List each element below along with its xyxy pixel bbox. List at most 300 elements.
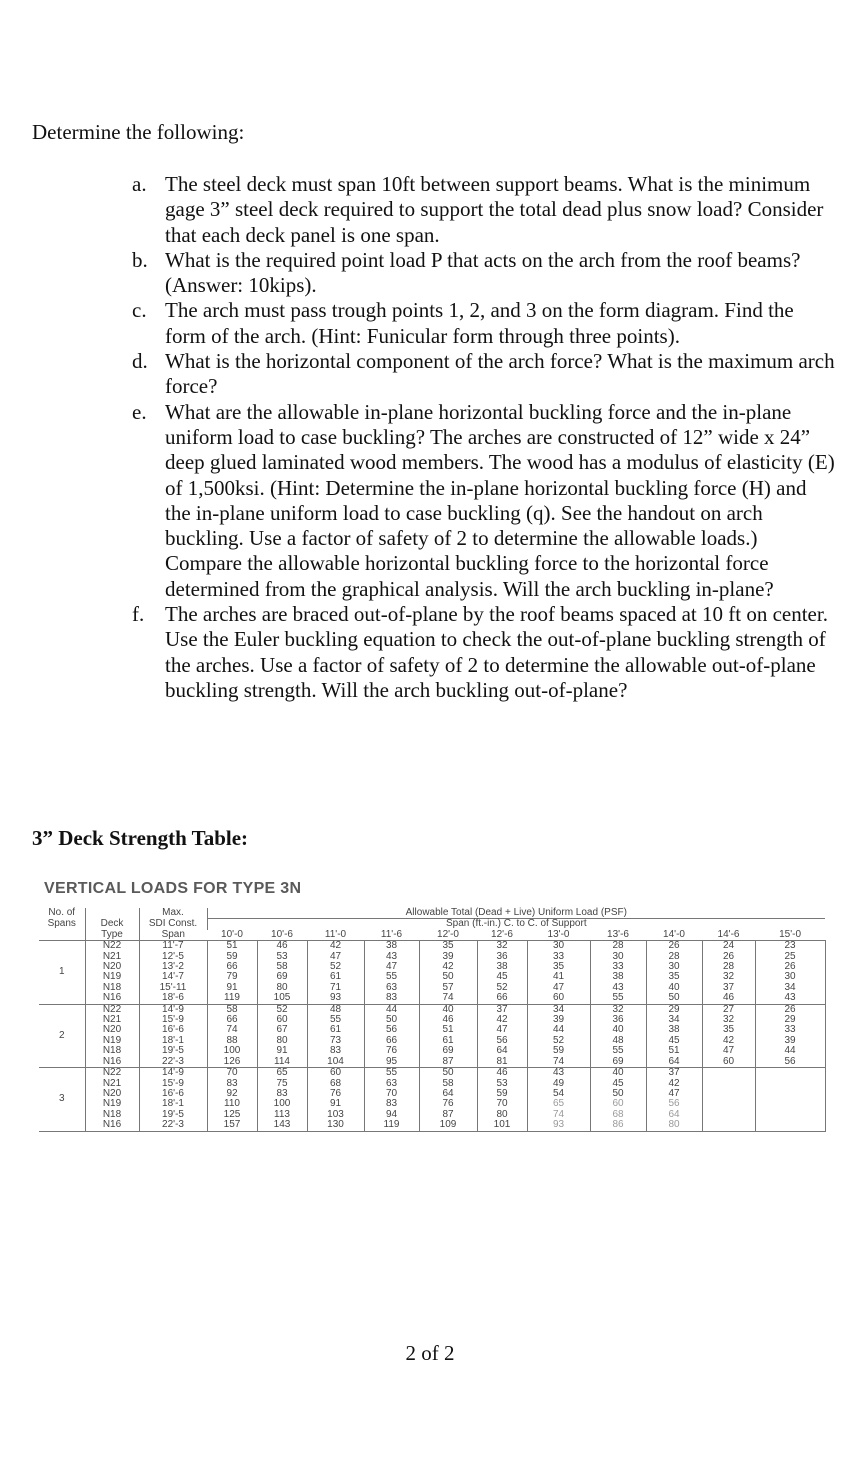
load-value: 110	[224, 1098, 240, 1110]
load-column-cell	[207, 1004, 257, 1067]
spans-count-cell	[39, 1068, 85, 1131]
load-column-cell	[307, 1068, 364, 1131]
load-column-cell	[646, 1004, 702, 1067]
load-value: 38	[496, 961, 508, 973]
load-value: 80	[276, 1034, 288, 1046]
load-value: 39	[442, 950, 454, 962]
load-value: 40	[668, 981, 680, 993]
spans-count: 2	[58, 1029, 65, 1041]
header-spans-line1: No. of	[48, 907, 76, 919]
load-value: 58	[442, 1077, 454, 1089]
load-value: 35	[442, 940, 454, 952]
load-column-cell	[419, 941, 477, 1004]
load-value: 38	[385, 940, 398, 952]
load-value: 101	[493, 1119, 511, 1131]
question-text: What is the horizontal component of the arch force? What is the maximum arch force?	[165, 349, 835, 399]
span-header: 13'-6	[590, 930, 646, 941]
load-value: 47	[385, 961, 398, 973]
load-column-cell	[755, 941, 825, 1004]
load-value: 26	[668, 940, 680, 952]
load-value: 64	[668, 1108, 680, 1120]
load-value: 75	[276, 1077, 288, 1089]
max-span-cell	[139, 1068, 207, 1131]
load-value: 100	[223, 1045, 241, 1057]
deck-type-cell	[85, 941, 139, 1004]
load-value: 56	[668, 1098, 680, 1110]
max-span-cell	[139, 1004, 207, 1067]
deck-type: N18	[102, 1108, 122, 1120]
load-value: 105	[273, 992, 291, 1004]
load-value: 48	[329, 1003, 342, 1015]
load-value	[756, 1120, 825, 1130]
deck-type: N22	[102, 940, 122, 952]
load-value: 60	[329, 1067, 342, 1079]
span-header: 13'-0	[527, 930, 590, 941]
load-value: 35	[552, 961, 565, 973]
load-value: 59	[496, 1087, 508, 1099]
load-value: 83	[329, 1045, 342, 1057]
load-value: 40	[612, 1067, 624, 1079]
load-value: 91	[329, 1098, 342, 1110]
load-value: 80	[276, 981, 288, 993]
page-number: 2 of 2	[405, 1341, 455, 1365]
span-header: 10'-0	[207, 930, 257, 941]
load-value: 37	[496, 1003, 508, 1015]
load-value: 59	[226, 950, 238, 962]
load-value: 130	[327, 1119, 344, 1131]
deck-strength-table	[39, 908, 825, 1132]
load-value: 35	[722, 1024, 735, 1036]
load-column-cell	[702, 1068, 755, 1131]
load-value: 34	[784, 981, 796, 993]
load-value: 43	[784, 992, 796, 1004]
question-list	[132, 172, 837, 703]
load-value: 42	[668, 1077, 680, 1089]
load-value: 32	[722, 971, 735, 983]
question-text: The arch must pass trough points 1, 2, and 3 on the form diagram. Find the form of the arch. (Hint: Funicular form through three points).	[165, 298, 794, 348]
max-span: 14'-9	[162, 1067, 184, 1079]
load-value: 42	[496, 1014, 508, 1026]
load-column-cell	[419, 1068, 477, 1131]
span-header: 14'-6	[702, 930, 755, 941]
load-value: 47	[668, 1087, 680, 1099]
load-value: 44	[784, 1045, 796, 1057]
load-value: 83	[385, 992, 398, 1004]
load-value: 100	[273, 1098, 291, 1110]
load-value: 26	[784, 1003, 796, 1015]
span-header: 11'-6	[364, 930, 419, 941]
max-span: 18'-1	[162, 1034, 184, 1046]
question-letter: a.	[132, 172, 147, 196]
load-column-cell	[207, 1068, 257, 1131]
load-value: 46	[442, 1014, 454, 1026]
load-value: 50	[612, 1087, 624, 1099]
load-value: 39	[552, 1014, 565, 1026]
question-item	[132, 248, 837, 299]
header-max-line3: Span	[139, 930, 207, 941]
intro-text: Determine the following:	[32, 120, 245, 144]
load-value: 50	[668, 992, 680, 1004]
load-value: 66	[496, 992, 508, 1004]
load-value: 45	[496, 971, 508, 983]
load-value: 91	[276, 1045, 288, 1057]
load-value: 68	[329, 1077, 342, 1089]
max-span: 18'-1	[162, 1098, 184, 1110]
load-value: 60	[552, 992, 565, 1004]
load-value: 54	[552, 1087, 565, 1099]
load-column-cell	[527, 941, 590, 1004]
load-column-cell	[590, 1068, 646, 1131]
load-value: 43	[385, 950, 398, 962]
load-value: 47	[722, 1045, 735, 1057]
question-letter: d.	[132, 349, 148, 374]
deck-type: N16	[102, 1055, 122, 1067]
load-value: 61	[329, 1024, 342, 1036]
load-value: 68	[612, 1108, 624, 1120]
load-value: 70	[226, 1067, 238, 1079]
load-value: 83	[226, 1077, 238, 1089]
load-value: 60	[612, 1098, 624, 1110]
load-column-cell	[477, 1004, 527, 1067]
load-value: 32	[496, 940, 508, 952]
max-span: 15'-11	[159, 981, 187, 993]
load-value: 109	[439, 1119, 457, 1131]
load-value: 66	[385, 1034, 398, 1046]
load-value: 73	[329, 1034, 342, 1046]
load-value: 61	[442, 1034, 454, 1046]
span-header: 14'-0	[646, 930, 702, 941]
load-value: 45	[612, 1077, 624, 1089]
header-type: Type	[85, 930, 139, 941]
load-value: 60	[276, 1014, 288, 1026]
load-value: 30	[552, 940, 565, 952]
load-value: 48	[612, 1034, 624, 1046]
load-value: 51	[442, 1024, 454, 1036]
load-value: 46	[722, 992, 735, 1004]
max-span: 12'-5	[162, 950, 184, 962]
load-value: 46	[276, 940, 288, 952]
question-letter: e.	[132, 399, 147, 424]
deck-type: N22	[102, 1003, 122, 1015]
load-value: 34	[552, 1003, 565, 1015]
load-value: 56	[784, 1055, 796, 1067]
load-column-cell	[527, 1068, 590, 1131]
load-value: 37	[722, 981, 735, 993]
load-value: 38	[612, 971, 624, 983]
load-value: 157	[223, 1119, 241, 1131]
load-value: 119	[383, 1119, 400, 1131]
load-value: 52	[276, 1003, 288, 1015]
load-value: 80	[668, 1119, 680, 1131]
load-value: 42	[722, 1034, 735, 1046]
load-column-cell	[646, 1068, 702, 1131]
question-item	[132, 349, 837, 400]
deck-type: N19	[102, 1098, 122, 1110]
load-column-cell	[364, 941, 419, 1004]
load-value: 79	[226, 971, 238, 983]
spans-count-cell	[39, 1004, 85, 1067]
load-value: 29	[668, 1003, 680, 1015]
load-value: 30	[784, 971, 796, 983]
load-value: 42	[442, 961, 454, 973]
load-value: 57	[442, 981, 454, 993]
max-span: 19'-5	[162, 1045, 184, 1057]
max-span: 14'-7	[162, 971, 184, 983]
load-value: 61	[329, 971, 342, 983]
load-value: 40	[612, 1024, 624, 1036]
load-value: 44	[385, 1003, 398, 1015]
load-value: 43	[552, 1067, 565, 1079]
deck-type: N20	[102, 1087, 122, 1099]
deck-type: N19	[102, 971, 122, 983]
load-value: 76	[442, 1098, 454, 1110]
load-value: 113	[274, 1108, 290, 1120]
load-value: 66	[226, 1014, 238, 1026]
max-span: 22'-3	[162, 1119, 184, 1131]
load-column-cell	[590, 1004, 646, 1067]
load-value	[703, 1068, 755, 1078]
load-value: 40	[442, 1003, 454, 1015]
load-column-cell	[307, 941, 364, 1004]
load-value	[756, 1068, 825, 1078]
load-value: 26	[784, 961, 796, 973]
header-max-line2: SDI Const.	[139, 919, 207, 930]
deck-type: N19	[102, 1034, 122, 1046]
deck-type-cell	[85, 1004, 139, 1067]
deck-type: N18	[102, 981, 122, 993]
load-value: 83	[385, 1098, 398, 1110]
load-value: 66	[226, 961, 238, 973]
load-value: 74	[226, 1024, 238, 1036]
load-column-cell	[755, 1004, 825, 1067]
question-text: What is the required point load P that acts on the arch from the roof beams? (Answer: 10kips).	[165, 247, 801, 298]
table-row	[39, 1068, 825, 1131]
load-value: 47	[496, 1024, 508, 1036]
table-title: VERTICAL LOADS FOR TYPE 3N	[44, 880, 302, 897]
load-value: 87	[442, 1055, 454, 1067]
load-value: 46	[496, 1067, 508, 1079]
load-value: 104	[327, 1055, 344, 1067]
header-max-line1: Max.	[139, 908, 207, 919]
question-item	[132, 400, 837, 602]
deck-type: N21	[102, 1077, 122, 1089]
span-header: 10'-6	[257, 930, 307, 941]
load-value: 39	[784, 1034, 796, 1046]
load-value: 87	[442, 1108, 454, 1120]
header-deck: Deck	[85, 919, 139, 930]
load-value: 26	[722, 950, 735, 962]
load-value: 56	[496, 1034, 508, 1046]
deck-type: N16	[102, 992, 122, 1004]
load-value: 24	[722, 940, 735, 952]
max-span: 15'-9	[162, 1014, 184, 1026]
load-column-cell	[257, 941, 307, 1004]
load-value: 36	[612, 1014, 624, 1026]
load-value: 56	[385, 1024, 398, 1036]
spans-count: 3	[58, 1093, 65, 1105]
deck-type: N20	[102, 961, 122, 973]
load-value: 64	[442, 1087, 454, 1099]
load-value: 30	[668, 961, 680, 973]
load-value: 53	[496, 1077, 508, 1089]
load-value: 23	[784, 940, 796, 952]
load-column-cell	[207, 941, 257, 1004]
deck-type: N16	[102, 1119, 122, 1131]
question-item	[132, 298, 837, 349]
load-value: 76	[385, 1045, 398, 1057]
question-item	[132, 172, 837, 248]
table-row	[39, 1004, 825, 1067]
load-value: 69	[612, 1055, 624, 1067]
load-value: 36	[496, 950, 508, 962]
load-column-cell	[590, 941, 646, 1004]
load-value: 52	[552, 1034, 565, 1046]
question-letter: f.	[132, 602, 145, 627]
max-span: 13'-2	[162, 961, 184, 973]
load-value: 29	[784, 1014, 796, 1026]
load-value: 94	[385, 1108, 398, 1120]
load-value: 52	[496, 981, 508, 993]
load-column-cell	[257, 1004, 307, 1067]
deck-type: N20	[102, 1024, 122, 1036]
load-value: 55	[612, 1045, 624, 1057]
deck-type: N22	[102, 1067, 122, 1079]
question-item	[132, 602, 837, 703]
load-value: 76	[329, 1087, 342, 1099]
load-value: 64	[496, 1045, 508, 1057]
span-header: 12'-0	[419, 930, 477, 941]
load-value: 70	[496, 1098, 508, 1110]
load-value: 125	[223, 1108, 241, 1120]
load-value: 43	[612, 981, 624, 993]
deck-type: N18	[102, 1045, 122, 1057]
load-value: 58	[226, 1003, 238, 1015]
load-value: 80	[496, 1108, 508, 1120]
load-value: 55	[612, 992, 624, 1004]
load-value: 93	[552, 1119, 565, 1131]
load-value: 95	[385, 1055, 398, 1067]
load-value: 92	[226, 1087, 238, 1099]
load-value: 42	[329, 940, 342, 952]
spans-count-cell	[39, 941, 85, 1004]
load-value: 60	[722, 1055, 735, 1067]
load-column-cell	[364, 1004, 419, 1067]
load-value: 32	[612, 1003, 624, 1015]
load-value: 83	[276, 1087, 288, 1099]
question-text: The arches are braced out-of-plane by the roof beams spaced at 10 ft on center. Use the Euler buckling equation to check the out-of-plane buckling strength of the arches. Use a factor of safety of 2 to determine the allowable out-of-plane buckling strength. Will the arch buckling out-of-plane?	[165, 602, 828, 702]
load-value: 28	[668, 950, 680, 962]
load-value: 51	[226, 940, 238, 952]
load-value: 53	[276, 950, 288, 962]
question-letter: b.	[132, 247, 148, 272]
load-value: 33	[552, 950, 565, 962]
load-value: 65	[552, 1098, 565, 1110]
load-value: 32	[722, 1014, 735, 1026]
load-value: 33	[784, 1024, 796, 1036]
load-value: 50	[442, 971, 454, 983]
load-value: 34	[668, 1014, 680, 1026]
max-span: 16'-6	[162, 1087, 184, 1099]
load-value: 114	[274, 1055, 290, 1067]
load-value: 49	[552, 1077, 565, 1089]
load-value: 28	[612, 940, 624, 952]
max-span: 19'-5	[162, 1108, 184, 1120]
header-span-sub: Span (ft.-in.) C. to C. of Support	[207, 919, 825, 930]
load-column-cell	[646, 941, 702, 1004]
load-value: 47	[552, 981, 565, 993]
question-text: What are the allowable in-plane horizontal buckling force and the in-plane uniform load to case buckling? The arches are constructed of 12” wide x 24” deep glued laminated wood members. The wood has a modulus of elasticity (E) of 1,500ksi. (Hint: Determine the in-plane horizontal buckling force (H) and the in-plane uniform load to case buckling (q). See the handout on arch buckling. Use a factor of safety of 2 to determine the allowable loads.) Compare the allowable horizontal buckling force to the horizontal force determined from the graphical analysis. Will the arch buckling in-plane?	[165, 399, 835, 601]
load-value: 28	[722, 961, 735, 973]
load-value: 59	[552, 1045, 565, 1057]
load-value: 55	[329, 1014, 342, 1026]
load-value: 81	[496, 1055, 508, 1067]
load-value: 50	[442, 1067, 454, 1079]
load-value: 45	[668, 1034, 680, 1046]
load-value: 64	[668, 1055, 680, 1067]
load-value: 74	[552, 1108, 565, 1120]
load-value	[703, 1120, 755, 1130]
load-value: 143	[273, 1119, 291, 1131]
max-span: 18'-6	[162, 992, 184, 1004]
load-value: 51	[668, 1045, 680, 1057]
deck-type: N21	[102, 950, 122, 962]
load-column-cell	[477, 941, 527, 1004]
max-span: 22'-3	[162, 1055, 184, 1067]
load-value: 55	[385, 971, 398, 983]
load-value: 41	[552, 971, 565, 983]
load-value: 44	[552, 1024, 565, 1036]
load-value: 63	[385, 981, 398, 993]
max-span: 14'-9	[162, 1003, 184, 1015]
load-value: 50	[385, 1014, 398, 1026]
load-column-cell	[477, 1068, 527, 1131]
load-value: 74	[442, 992, 454, 1004]
load-value: 25	[784, 950, 796, 962]
question-letter: c.	[132, 298, 147, 323]
spans-count: 1	[58, 966, 65, 978]
load-value: 103	[327, 1108, 344, 1120]
load-value: 70	[385, 1087, 398, 1099]
max-span: 16'-6	[162, 1024, 184, 1036]
load-value: 86	[612, 1119, 624, 1131]
load-value: 37	[668, 1067, 680, 1079]
load-value: 47	[329, 950, 342, 962]
load-value: 38	[668, 1024, 680, 1036]
header-allowable-load: Allowable Total (Dead + Live) Uniform Load (PSF)	[207, 908, 825, 919]
load-value: 71	[329, 981, 342, 993]
table-row	[39, 941, 825, 1004]
header-spans-line2: Spans	[47, 918, 76, 930]
load-column-cell	[364, 1068, 419, 1131]
load-value: 69	[442, 1045, 454, 1057]
load-column-cell	[702, 1004, 755, 1067]
load-value: 27	[722, 1003, 735, 1015]
load-column-cell	[755, 1068, 825, 1131]
load-value: 119	[224, 992, 240, 1004]
load-value: 30	[612, 950, 624, 962]
span-header: 15'-0	[755, 930, 825, 941]
load-value: 69	[276, 971, 288, 983]
load-column-cell	[307, 1004, 364, 1067]
span-header: 12'-6	[477, 930, 527, 941]
load-value: 58	[276, 961, 288, 973]
load-column-cell	[702, 941, 755, 1004]
load-value: 88	[226, 1034, 238, 1046]
load-value: 33	[612, 961, 624, 973]
load-value: 93	[329, 992, 342, 1004]
load-column-cell	[527, 1004, 590, 1067]
load-value: 65	[276, 1067, 288, 1079]
